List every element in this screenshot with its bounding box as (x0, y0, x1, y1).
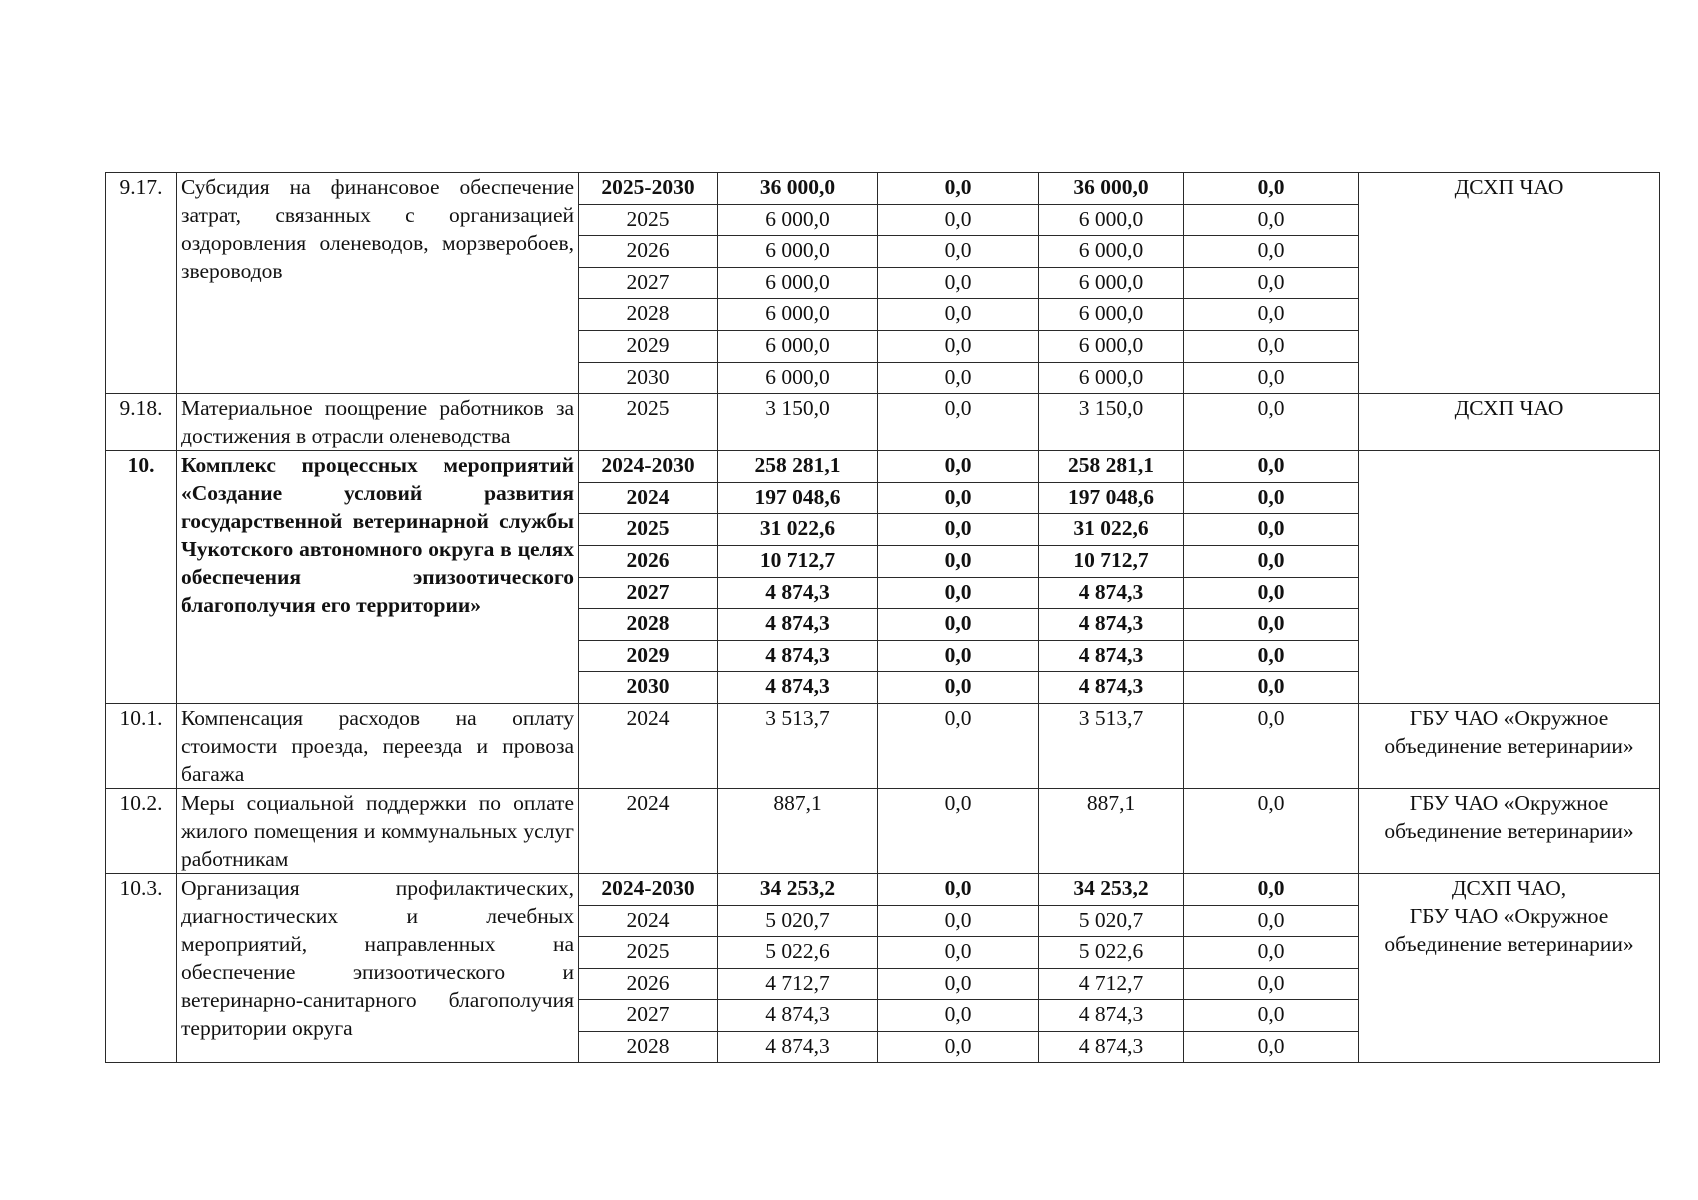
year-cell: 2025 (579, 204, 718, 236)
regional-cell: 36 000,0 (1039, 173, 1184, 205)
other-cell: 0,0 (1184, 577, 1359, 609)
other-cell: 0,0 (1184, 672, 1359, 704)
federal-cell: 0,0 (878, 299, 1039, 331)
regional-cell: 31 022,6 (1039, 514, 1184, 546)
other-cell: 0,0 (1184, 267, 1359, 299)
total-cell: 34 253,2 (718, 873, 878, 905)
year-cell: 2030 (579, 672, 718, 704)
year-cell: 2028 (579, 299, 718, 331)
total-cell: 6 000,0 (718, 330, 878, 362)
other-cell: 0,0 (1184, 788, 1359, 873)
regional-cell: 5 022,6 (1039, 937, 1184, 969)
row-number: 9.17. (106, 173, 177, 394)
federal-cell: 0,0 (878, 672, 1039, 704)
executor-cell: ДСХП ЧАО (1359, 173, 1660, 394)
total-cell: 3 150,0 (718, 394, 878, 451)
federal-cell: 0,0 (878, 788, 1039, 873)
federal-cell: 0,0 (878, 173, 1039, 205)
federal-cell: 0,0 (878, 394, 1039, 451)
regional-cell: 6 000,0 (1039, 267, 1184, 299)
total-cell: 197 048,6 (718, 482, 878, 514)
regional-cell: 5 020,7 (1039, 905, 1184, 937)
other-cell: 0,0 (1184, 362, 1359, 394)
year-cell: 2027 (579, 1000, 718, 1032)
year-cell: 2024 (579, 905, 718, 937)
federal-cell: 0,0 (878, 267, 1039, 299)
regional-cell: 3 513,7 (1039, 703, 1184, 788)
other-cell: 0,0 (1184, 482, 1359, 514)
other-cell: 0,0 (1184, 968, 1359, 1000)
regional-cell: 258 281,1 (1039, 451, 1184, 483)
year-cell: 2027 (579, 267, 718, 299)
year-cell: 2025 (579, 937, 718, 969)
federal-cell: 0,0 (878, 577, 1039, 609)
regional-cell: 34 253,2 (1039, 873, 1184, 905)
row-number: 10.2. (106, 788, 177, 873)
year-cell: 2028 (579, 609, 718, 641)
regional-cell: 4 874,3 (1039, 640, 1184, 672)
regional-cell: 4 874,3 (1039, 609, 1184, 641)
total-cell: 6 000,0 (718, 362, 878, 394)
other-cell: 0,0 (1184, 514, 1359, 546)
year-cell: 2025 (579, 394, 718, 451)
regional-cell: 6 000,0 (1039, 299, 1184, 331)
regional-cell: 4 874,3 (1039, 577, 1184, 609)
executor-cell: ГБУ ЧАО «Окружное объединение ветеринарии» (1359, 788, 1660, 873)
year-cell: 2029 (579, 330, 718, 362)
year-cell: 2026 (579, 236, 718, 268)
federal-cell: 0,0 (878, 204, 1039, 236)
federal-cell: 0,0 (878, 236, 1039, 268)
total-cell: 258 281,1 (718, 451, 878, 483)
year-cell: 2025-2030 (579, 173, 718, 205)
other-cell: 0,0 (1184, 1031, 1359, 1063)
year-cell: 2030 (579, 362, 718, 394)
federal-cell: 0,0 (878, 545, 1039, 577)
total-cell: 4 874,3 (718, 577, 878, 609)
year-cell: 2026 (579, 968, 718, 1000)
measure-name: Материальное поощрение работников за достижения в отрасли оленеводства (177, 394, 579, 451)
regional-cell: 4 874,3 (1039, 1031, 1184, 1063)
total-cell: 3 513,7 (718, 703, 878, 788)
regional-cell: 10 712,7 (1039, 545, 1184, 577)
measure-name: Комплекс процессных мероприятий «Создание условий развития государственной ветеринарной службы Чукотского автономного округа в целях обеспечения эпизоотического благополучия его территории» (177, 451, 579, 704)
total-cell: 6 000,0 (718, 236, 878, 268)
year-cell: 2025 (579, 514, 718, 546)
other-cell: 0,0 (1184, 330, 1359, 362)
regional-cell: 6 000,0 (1039, 204, 1184, 236)
other-cell: 0,0 (1184, 173, 1359, 205)
other-cell: 0,0 (1184, 609, 1359, 641)
table-row (106, 873, 1660, 905)
table-row (106, 451, 1660, 483)
regional-cell: 6 000,0 (1039, 330, 1184, 362)
federal-cell: 0,0 (878, 1000, 1039, 1032)
total-cell: 4 874,3 (718, 640, 878, 672)
row-number: 10. (106, 451, 177, 704)
regional-cell: 6 000,0 (1039, 362, 1184, 394)
other-cell: 0,0 (1184, 937, 1359, 969)
other-cell: 0,0 (1184, 299, 1359, 331)
total-cell: 10 712,7 (718, 545, 878, 577)
year-cell: 2024 (579, 788, 718, 873)
measure-name: Меры социальной поддержки по оплате жилого помещения и коммунальных услуг работникам (177, 788, 579, 873)
federal-cell: 0,0 (878, 362, 1039, 394)
total-cell: 31 022,6 (718, 514, 878, 546)
executor-cell (1359, 451, 1660, 704)
year-cell: 2026 (579, 545, 718, 577)
other-cell: 0,0 (1184, 703, 1359, 788)
federal-cell: 0,0 (878, 968, 1039, 1000)
other-cell: 0,0 (1184, 873, 1359, 905)
year-cell: 2028 (579, 1031, 718, 1063)
federal-cell: 0,0 (878, 330, 1039, 362)
total-cell: 4 712,7 (718, 968, 878, 1000)
row-number: 10.1. (106, 703, 177, 788)
regional-cell: 6 000,0 (1039, 236, 1184, 268)
federal-cell: 0,0 (878, 703, 1039, 788)
other-cell: 0,0 (1184, 905, 1359, 937)
other-cell: 0,0 (1184, 545, 1359, 577)
federal-cell: 0,0 (878, 640, 1039, 672)
total-cell: 36 000,0 (718, 173, 878, 205)
table-row (106, 703, 1660, 788)
year-cell: 2024-2030 (579, 451, 718, 483)
other-cell: 0,0 (1184, 640, 1359, 672)
regional-cell: 4 712,7 (1039, 968, 1184, 1000)
regional-cell: 4 874,3 (1039, 672, 1184, 704)
measure-name: Субсидия на финансовое обеспечение затрат, связанных с организацией оздоровления оленеводов, морзверобоев, звероводов (177, 173, 579, 394)
other-cell: 0,0 (1184, 1000, 1359, 1032)
executor-cell: ДСХП ЧАО (1359, 394, 1660, 451)
other-cell: 0,0 (1184, 451, 1359, 483)
federal-cell: 0,0 (878, 873, 1039, 905)
year-cell: 2029 (579, 640, 718, 672)
regional-cell: 3 150,0 (1039, 394, 1184, 451)
federal-cell: 0,0 (878, 609, 1039, 641)
federal-cell: 0,0 (878, 514, 1039, 546)
total-cell: 4 874,3 (718, 1031, 878, 1063)
regional-cell: 197 048,6 (1039, 482, 1184, 514)
other-cell: 0,0 (1184, 394, 1359, 451)
total-cell: 4 874,3 (718, 609, 878, 641)
executor-cell: ГБУ ЧАО «Окружное объединение ветеринарии» (1359, 703, 1660, 788)
total-cell: 887,1 (718, 788, 878, 873)
regional-cell: 887,1 (1039, 788, 1184, 873)
other-cell: 0,0 (1184, 236, 1359, 268)
federal-cell: 0,0 (878, 451, 1039, 483)
year-cell: 2024-2030 (579, 873, 718, 905)
total-cell: 5 020,7 (718, 905, 878, 937)
year-cell: 2027 (579, 577, 718, 609)
row-number: 9.18. (106, 394, 177, 451)
federal-cell: 0,0 (878, 482, 1039, 514)
federal-cell: 0,0 (878, 937, 1039, 969)
measure-name: Компенсация расходов на оплату стоимости проезда, переезда и провоза багажа (177, 703, 579, 788)
executor-cell: ДСХП ЧАО, ГБУ ЧАО «Окружное объединение ветеринарии» (1359, 873, 1660, 1063)
federal-cell: 0,0 (878, 1031, 1039, 1063)
total-cell: 6 000,0 (718, 204, 878, 236)
measure-name: Организация профилактических, диагностических и лечебных мероприятий, направленных на обеспечение эпизоотического и ветеринарно-санитарного благополучия территории округа (177, 873, 579, 1063)
table-row (106, 394, 1660, 451)
total-cell: 4 874,3 (718, 672, 878, 704)
table-row (106, 788, 1660, 873)
total-cell: 6 000,0 (718, 299, 878, 331)
total-cell: 6 000,0 (718, 267, 878, 299)
table-body (106, 173, 1660, 1063)
other-cell: 0,0 (1184, 204, 1359, 236)
federal-cell: 0,0 (878, 905, 1039, 937)
year-cell: 2024 (579, 482, 718, 514)
total-cell: 5 022,6 (718, 937, 878, 969)
total-cell: 4 874,3 (718, 1000, 878, 1032)
regional-cell: 4 874,3 (1039, 1000, 1184, 1032)
table-row (106, 173, 1660, 205)
budget-table (105, 172, 1660, 1063)
year-cell: 2024 (579, 703, 718, 788)
row-number: 10.3. (106, 873, 177, 1063)
